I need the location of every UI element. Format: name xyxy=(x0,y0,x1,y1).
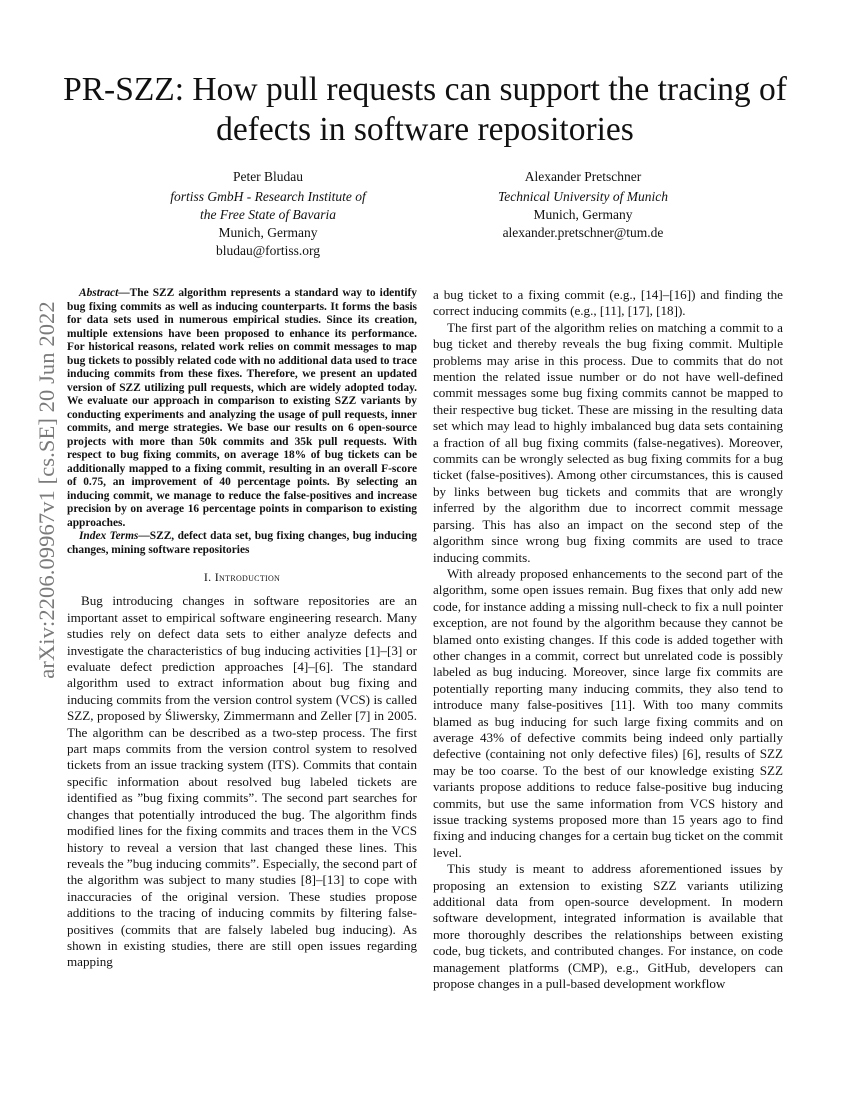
abstract xyxy=(67,287,417,530)
arxiv-identifier-text: arXiv:2206.09967v1 [cs.SE] 20 Jun 2022 xyxy=(34,301,59,679)
index-terms-label: Index Terms xyxy=(79,530,139,542)
author-name: Alexander Pretschner xyxy=(524,169,642,184)
paper-title: PR-SZZ: How pull requests can support the tracing of defects in software repositories xyxy=(63,71,787,148)
index-terms-text: —SZZ, defect data set, bug fixing changes, bug inducing changes, mining software repositories xyxy=(67,530,417,556)
body-paragraph: a bug ticket to a fixing commit (e.g., [14]–[16]) and finding the correct inducing commits (e.g., [11], [17], [18]). xyxy=(433,287,783,319)
arxiv-identifier-stamp xyxy=(27,301,67,679)
abstract-text: —The SZZ algorithm represents a standard way to identify bug fixing commits as well as inducing counterparts. It forms the basis for data sets used in numerous empirical studies. Since its creation, multiple extensions have been proposed to enhance its performance. For historical reasons, related work relies on commit messages to map bug tickets to possibly related code with no additional data used to trace inducing commits from these fixes. Therefore, we present an updated version of SZZ utilizing pull requests, which are widely adopted today. We evaluate our approach in comparison to existing SZZ variants by conducting experiments and analyzing the usage of pull requests, inner commits, and merge strategies. We base our results on 6 open-source projects with more than 50k commits and 35k pull requests. With respect to bug fixing commits, on average 18% of bug tickets can be additionally mapped to a fixing commit, resulting in an overall F-score of 0.75, an improvement of 40 percentage points. By selecting an inducing commit, we manage to reduce the false-positives and increase precision by on average 16 percentage points in comparison to existing approaches. xyxy=(67,287,417,529)
body-paragraph: This study is meant to address aforementioned issues by proposing an extension to existing SZZ variants utilizing additional data from open-source development. In modern software development, integrated information is available that more thoroughly describes the relationships between existing code, bug tickets, and contributed changes. For instance, on code management platforms (CMP), e.g., GitHub, developers can propose changes in a pull-based development workflow xyxy=(433,861,783,992)
author-affiliation: fortiss GmbH - Research Institute of xyxy=(170,189,366,204)
body-paragraph: Bug introducing changes in software repositories are an important asset to empirical software engineering research. Many studies rely on defect data sets to either analyze defects and investigate the characteristics of bug inducing activities [1]–[3] or evaluate defect prediction approaches [4]–[6]. The standard algorithm used to extract information about bug fixing and inducing commits from the version control system (VCS) is called SZZ, proposed by Śliwersky, Zimmermann and Zeller [7] in 2005. The algorithm can be described as a two-step process. The first part maps commits from the version control system to resolved tickets from an issue tracking system (ITS). Commits that contain specific information about resolved bug labeled tickets are identified as ”bug fixing commits”. The second part searches for changes that potentially introduced the bug. The algorithm finds modified lines for the fixing commits and traces them in the VCS history to reveal a version that last changed these lines. This reveals the ”bug inducing commits”. Especially, the second part of the algorithm was subject to many studies [8]–[13] to cope with inaccuracies of the original version. These studies propose additions to the tracing of inducing commits by filtering false-positives (commits that are falsely labeled bug inducing). As shown in existing studies, there are still open issues regarding mapping xyxy=(67,593,417,970)
body-paragraph: The first part of the algorithm relies on matching a commit to a bug ticket and thereby reveals the bug fixing commit. Multiple problems may arise in this process. Due to commits that do not mention the related issue number or do not have well-defined commit messages some bug fixing commits cannot be mapped to their respective bug ticket. These are missing in the resulting data set which may lead to highly imbalanced bug data sets containing a fraction of all bug fixing commits (false-negatives). Moreover, commits can be wrongly selected as bug fixing commits for a bug ticket (false-positives). Among other circumstances, this is caused by links between bug tickets and commits that are wrongly inferred by the algorithm due to incorrect commit message parsing. This has also an impact on the second step of the algorithm since wrong bug fixing commits are used to trace inducing commits. xyxy=(433,319,783,565)
author-block-1 xyxy=(118,168,418,260)
body-paragraph: With already proposed enhancements to the second part of the algorithm, some open issues remain. Bug fixes that only add new code, for instance adding a missing null-check to fix a null pointer exception, are not found by the algorithm because they cannot be blamed onto existing changes. If this code is added together with other changes in a commit, correct but unrelated code is possibly labeled as bug inducing. Moreover, since large fix commits are potentially reporting many inducing commits, they also tend to introduce many false-positives [11]. With too many commits blamed as bug inducing for such large fixing commits and on average 43% of defective commits being indeed only partially defective (containing not only defective files) [6], results of SZZ may be too coarse. To the best of our knowledge existing SZZ variants propose additions to reduce false-positive bug inducing commits, but use the same information from VCS history and issue tracking systems proposed more than 15 years ago to find fixing and inducing changes for a certain bug ticket on the commit level. xyxy=(433,565,783,860)
left-column xyxy=(67,287,417,971)
author-location: Munich, Germany xyxy=(218,225,318,240)
right-column xyxy=(433,287,783,992)
author-affiliation-line2: the Free State of Bavaria xyxy=(200,207,336,222)
author-block-2 xyxy=(433,168,733,242)
author-email: alexander.pretschner@tum.de xyxy=(502,225,664,240)
author-affiliation: Technical University of Munich xyxy=(497,189,669,204)
abstract-label: Abstract xyxy=(79,287,119,299)
author-name: Peter Bludau xyxy=(232,169,304,184)
author-email: bludau@fortiss.org xyxy=(215,243,321,258)
author-location: Munich, Germany xyxy=(533,207,633,222)
index-terms xyxy=(67,530,417,557)
section-heading: I. Introduction xyxy=(203,570,281,584)
